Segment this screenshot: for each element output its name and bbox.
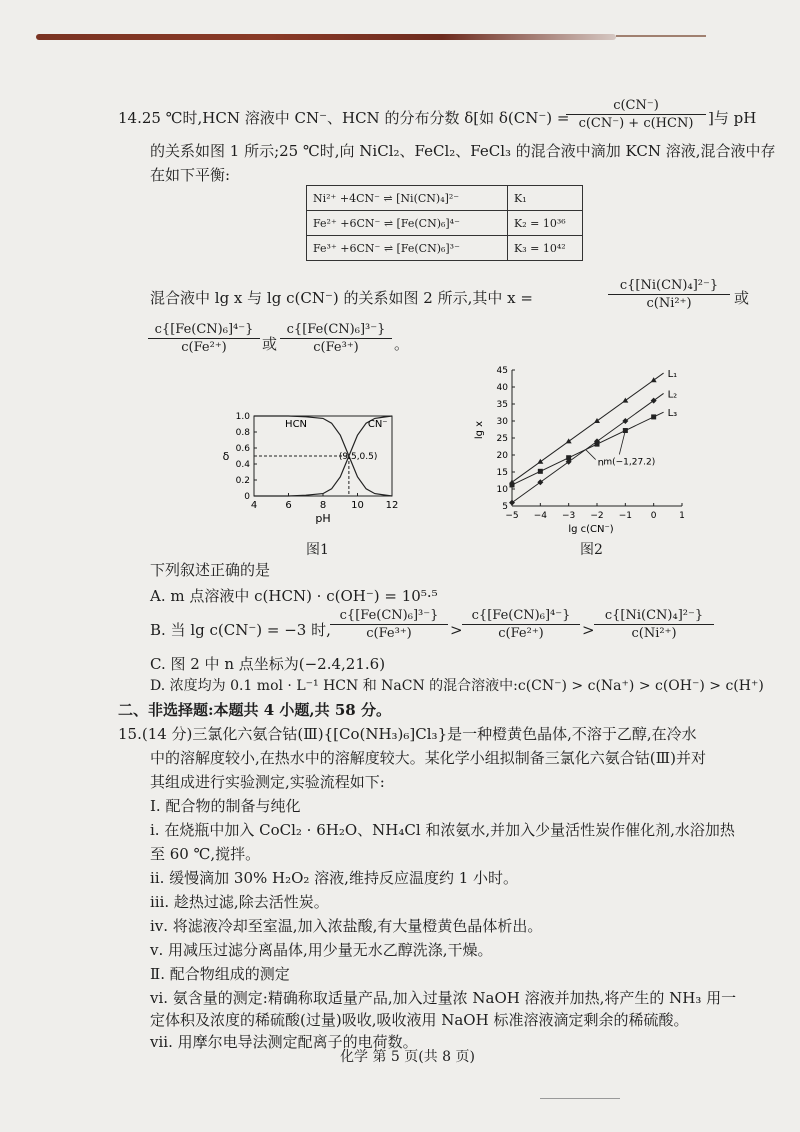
reaction-fe2: Fe²⁺ +6CN⁻ ⇌ [Fe(CN)₆]⁴⁻	[307, 211, 508, 236]
y-tick-label: 40	[496, 383, 508, 393]
q15-step-vii: ⅶ. 用摩尔电导法测定配离子的电荷数。	[150, 1033, 418, 1051]
q15-step-ii: ⅱ. 缓慢滴加 30% H₂O₂ 溶液,维持反应温度约 1 小时。	[150, 869, 519, 887]
y-tick-label: 45	[496, 366, 508, 376]
option-b-frac1	[330, 608, 448, 641]
bottom-line	[540, 1098, 620, 1099]
equilibrium-table	[306, 185, 583, 261]
m-leader	[619, 431, 625, 455]
option-b-frac3	[594, 608, 714, 641]
option-d: D. 浓度均为 0.1 mol · L⁻¹ HCN 和 NaCN 的混合溶液中:c(CN⁻) > c(Na⁺) > c(OH⁻) > c(H⁺)	[150, 678, 764, 694]
x-axis-label: pH	[315, 512, 331, 525]
x-tick-label: −1	[618, 511, 632, 521]
n-leader	[586, 450, 596, 460]
y-tick-label: 1.0	[235, 412, 250, 422]
x-tick-label: 10	[351, 500, 364, 511]
option-b-num3: c{[Ni(CN)₄]²⁻}	[594, 608, 714, 625]
q15-part2: Ⅱ. 配合物组成的测定	[150, 965, 290, 983]
q15-step-v: ⅴ. 用减压过滤分离晶体,用少量无水乙醇洗涤,干燥。	[150, 941, 493, 959]
y-tick-label: 0.4	[235, 460, 250, 470]
option-b-text: B. 当 lg c(CN⁻) = −3 时,	[150, 621, 331, 639]
x-tick-label: −5	[505, 511, 519, 521]
period: 。	[394, 335, 410, 353]
data-point	[537, 459, 543, 464]
page-top-bar	[36, 34, 616, 40]
k2: K₂ = 10³⁶	[508, 211, 583, 236]
option-b-gt2: >	[582, 621, 595, 639]
y-tick-label: 15	[496, 468, 508, 478]
x-fraction-ni	[608, 278, 730, 311]
page-footer: 化学 第 5 页(共 8 页)	[340, 1049, 475, 1065]
option-b-num1: c{[Fe(CN)₆]³⁻}	[330, 608, 448, 625]
q14-delta-den: c(CN⁻) + c(HCN)	[578, 116, 694, 131]
point-annotation: (9.5,0.5)	[338, 452, 378, 462]
series-label-hcn: HCN	[285, 419, 308, 431]
option-b-num2: c{[Fe(CN)₆]⁴⁻}	[462, 608, 580, 625]
y-tick-label: 5	[502, 502, 508, 512]
point-m-label: m(−1,27.2)	[603, 457, 656, 468]
x-fraction-fe2	[148, 322, 260, 355]
y-tick-label: 35	[496, 400, 508, 410]
page-top-line	[616, 35, 706, 37]
q14-delta-fraction	[566, 98, 706, 131]
mix-or: 或	[734, 289, 750, 307]
x-fe3-den: c(Fe³⁺)	[313, 340, 359, 355]
question-prompt: 下列叙述正确的是	[150, 561, 271, 579]
q15-step-vi-cont: 定体积及浓度的稀硫酸(过量)吸收,吸收液用 NaOH 标准溶液滴定剩余的稀硫酸。	[150, 1011, 689, 1029]
q15-part1: Ⅰ. 配合物的制备与纯化	[150, 797, 301, 815]
y-tick-label: 20	[496, 451, 508, 461]
series-line-3	[512, 412, 664, 485]
x-fraction-fe3	[280, 322, 392, 355]
y-tick-label: 0	[244, 492, 250, 502]
table-row	[307, 236, 583, 261]
x-tick-label: 1	[679, 511, 685, 521]
figure-2-caption: 图2	[580, 542, 603, 558]
x-tick-label: 8	[319, 500, 327, 511]
y-tick-label: 25	[496, 434, 508, 444]
x-axis-label: lg c(CN⁻)	[568, 524, 614, 535]
y-tick-label: 0.2	[235, 476, 250, 486]
data-point	[623, 428, 628, 433]
x-tick-label: 0	[650, 511, 657, 521]
option-c: C. 图 2 中 n 点坐标为(−2.4,21.6)	[150, 655, 386, 673]
reaction-fe3: Fe³⁺ +6CN⁻ ⇌ [Fe(CN)₆]³⁻	[307, 236, 508, 261]
q15-step-vi: ⅵ. 氨含量的测定:精确称取适量产品,加入过量浓 NaOH 溶液并加热,将产生的 NH₃ 用一	[150, 989, 737, 1007]
q14-stem-a: 14.25 ℃时,HCN 溶液中 CN⁻、HCN 的分布分数 δ[如 δ(CN⁻) =	[118, 109, 570, 127]
q15-line3: 其组成进行实验测定,实验流程如下:	[150, 773, 385, 791]
table-row	[307, 186, 583, 211]
k3: K₃ = 10⁴²	[508, 236, 583, 261]
data-point	[538, 469, 543, 474]
section-2-heading: 二、非选择题:本题共 4 小题,共 58 分。	[118, 701, 391, 719]
reaction-ni: Ni²⁺ +4CN⁻ ⇌ [Ni(CN)₄]²⁻	[307, 186, 508, 211]
k1: K₁	[508, 186, 583, 211]
option-b-den2: c(Fe²⁺)	[498, 626, 544, 641]
x-fe2-num: c{[Fe(CN)₆]⁴⁻}	[148, 322, 260, 339]
q14-line2: 的关系如图 1 所示;25 ℃时,向 NiCl₂、FeCl₂、FeCl₃ 的混合液中滴加 KCN 溶液,混合液中存	[150, 142, 776, 160]
x-tick-label: −3	[562, 511, 576, 521]
q15-step-iii: ⅲ. 趁热过滤,除去活性炭。	[150, 893, 329, 911]
x-fe3-num: c{[Fe(CN)₆]³⁻}	[280, 322, 392, 339]
x-tick-label: 4	[250, 500, 258, 511]
x-fe2-den: c(Fe²⁺)	[181, 340, 227, 355]
y-axis-label: lg x	[474, 420, 485, 440]
data-point	[651, 414, 656, 419]
q15-step-iv: ⅳ. 将滤液冷却至室温,加入浓盐酸,有大量橙黄色晶体析出。	[150, 917, 543, 935]
q15-line2: 中的溶解度较小,在热水中的溶解度较大。某化学小组拟制备三氯化六氨合钴(Ⅲ)并对	[150, 749, 706, 767]
q14-delta-num: c(CN⁻)	[566, 98, 706, 115]
option-a: A. m 点溶液中 c(HCN) · c(OH⁻) = 10⁵·⁵	[150, 587, 438, 605]
q15-step-i: ⅰ. 在烧瓶中加入 CoCl₂ · 6H₂O、NH₄Cl 和浓氨水,并加入少量活性炭作催化剂,水浴加热	[150, 821, 735, 839]
series-label-1: L₁	[667, 369, 678, 381]
point-n-label: n	[597, 457, 605, 469]
option-b-den3: c(Ni²⁺)	[631, 626, 677, 641]
y-tick-label: 30	[496, 417, 508, 427]
series-label-3: L₃	[667, 408, 678, 420]
data-point	[651, 377, 657, 382]
table-row	[307, 211, 583, 236]
q15-step-i-cont: 至 60 ℃,搅拌。	[150, 845, 261, 863]
q15-line1: 15.(14 分)三氯化六氨合钴(Ⅲ){[Co(NH₃)₆]Cl₃}是一种橙黄色晶体,不溶于乙醇,在冷水	[118, 725, 697, 743]
option-b-frac2	[462, 608, 580, 641]
figure-1-chart	[200, 400, 430, 550]
series-label-cn: CN⁻	[367, 419, 388, 431]
x-tick-label: 12	[385, 500, 399, 511]
data-point	[595, 442, 600, 447]
y-axis-label: δ	[222, 450, 230, 463]
data-point	[566, 438, 572, 443]
x-ni-den: c(Ni²⁺)	[646, 296, 692, 311]
option-b-den1: c(Fe³⁺)	[366, 626, 412, 641]
or-2: 或	[262, 335, 278, 353]
figure-1-caption: 图1	[306, 542, 329, 558]
figure-2-chart	[470, 360, 700, 540]
y-tick-label: 10	[496, 485, 508, 495]
q14-stem-b: ]与 pH	[708, 109, 757, 127]
x-tick-label: −4	[533, 511, 547, 521]
data-point	[566, 455, 571, 460]
y-tick-label: 0.6	[235, 444, 250, 454]
mix-text: 混合液中 lg x 与 lg c(CN⁻) 的关系如图 2 所示,其中 x =	[150, 289, 533, 307]
y-tick-label: 0.8	[235, 428, 250, 438]
option-b-gt1: >	[450, 621, 463, 639]
x-ni-num: c{[Ni(CN)₄]²⁻}	[608, 278, 730, 295]
data-point	[622, 398, 628, 403]
q14-line3: 在如下平衡:	[150, 166, 231, 184]
data-point	[510, 482, 515, 487]
data-point	[594, 418, 600, 423]
x-tick-label: 6	[285, 500, 292, 511]
series-label-2: L₂	[667, 389, 678, 401]
x-tick-label: −2	[590, 511, 604, 521]
